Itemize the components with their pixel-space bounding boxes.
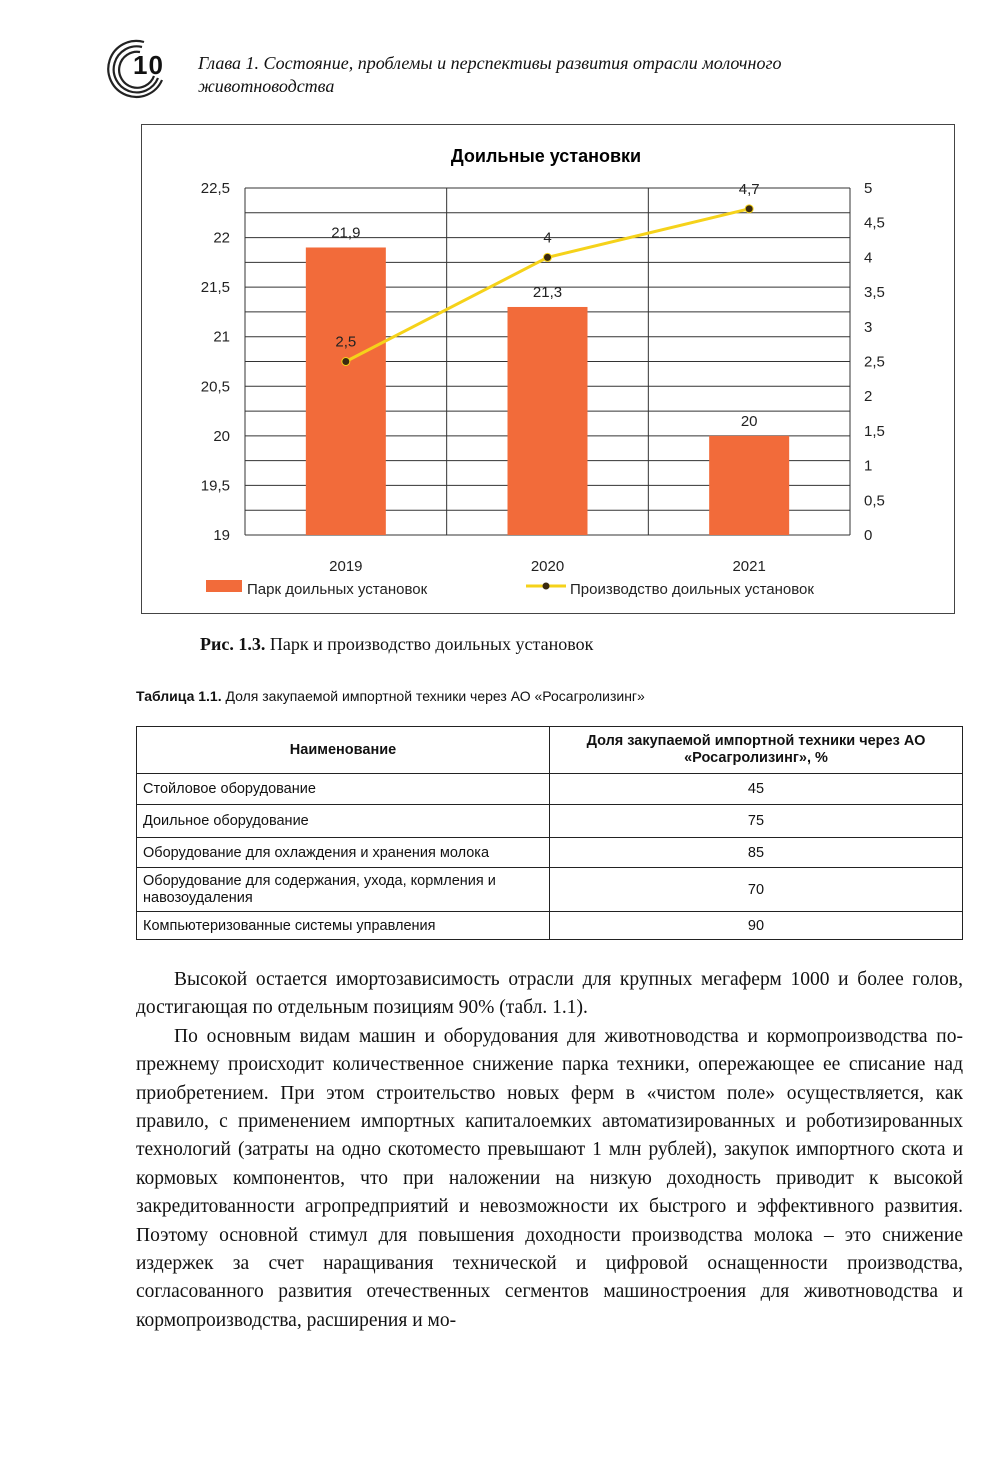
line-data-label: 4,7 (738, 180, 760, 198)
import-share-table (136, 726, 963, 940)
y-left-tick-label: 22 (213, 229, 230, 247)
combo-chart (141, 124, 955, 614)
y-left-tick-label: 20,5 (200, 378, 230, 396)
table-caption-text: Доля закупаемой импортной техники через АО «Росагролизинг» (221, 688, 645, 704)
bar (709, 436, 789, 535)
line-point (342, 358, 350, 366)
y-right-tick-label: 0 (864, 527, 873, 544)
figure-caption-text: Парк и производство доильных установок (265, 634, 594, 654)
table-header-row (137, 727, 963, 774)
y-left-tick-label: 19,5 (200, 477, 230, 495)
y-right-tick-label: 4 (864, 249, 873, 267)
y-left-tick-label: 22,5 (200, 180, 230, 197)
line-data-label: 4 (543, 229, 552, 247)
table-row (137, 912, 963, 940)
bar-data-label: 21,3 (532, 283, 563, 301)
y-left-tick-label: 19 (213, 527, 230, 544)
y-right-tick-label: 1 (864, 457, 873, 475)
line-point (745, 205, 753, 213)
running-title: Глава 1. Состояние, проблемы и перспективы развития отрасли молочного животноводства (198, 53, 782, 96)
table-row (137, 868, 963, 912)
bar-data-label: 21,9 (331, 224, 361, 242)
x-tick-label: 2020 (530, 558, 565, 575)
y-right-tick-label: 3,5 (864, 284, 885, 302)
table-row (137, 805, 963, 838)
row-value: 70 (550, 868, 963, 912)
row-name: Компьютеризованные системы управления (137, 912, 550, 940)
y-right-tick-label: 3 (864, 318, 873, 336)
row-name: Доильное оборудование (137, 805, 550, 838)
row-value: 90 (550, 912, 963, 940)
y-right-tick-label: 2 (864, 388, 873, 406)
bar (508, 307, 588, 535)
paragraph: Высокой остается имортозависимость отрасли для крупных мегаферм 1000 и более голов, достигающая по отдельным позициям 90% (табл. 1.1). (136, 969, 963, 1019)
row-value: 45 (550, 774, 963, 805)
legend-line-marker (543, 583, 550, 590)
line-point (544, 253, 552, 261)
line-data-label: 2,5 (335, 333, 357, 351)
y-right-tick-label: 4,5 (864, 214, 885, 232)
y-right-tick-label: 5 (864, 180, 873, 197)
figure-caption-label: Рис. 1.3. (200, 634, 266, 654)
legend-bar-swatch (206, 580, 242, 592)
y-left-tick-label: 21,5 (200, 279, 230, 297)
y-left-tick-label: 20 (213, 427, 230, 445)
table-caption (136, 688, 645, 704)
table-row (137, 774, 963, 805)
row-name: Стойловое оборудование (137, 774, 550, 805)
table-row (137, 838, 963, 868)
row-name: Оборудование для содержания, ухода, кормления и навозоудаления (137, 868, 550, 912)
bar-data-label: 20 (740, 412, 758, 430)
row-value: 75 (550, 805, 963, 838)
y-right-tick-label: 2,5 (864, 353, 885, 371)
header-share: Доля закупаемой импортной техники через АО «Росагролизинг», % (550, 727, 963, 774)
bar (306, 247, 386, 535)
chart-title: Доильные установки (450, 146, 642, 166)
legend-line-label: Производство доильных установок (570, 581, 814, 598)
x-tick-label: 2021 (732, 558, 766, 575)
legend-bar-label: Парк доильных установок (247, 581, 428, 598)
figure-caption (200, 634, 593, 655)
x-tick-label: 2019 (329, 558, 363, 575)
page-number: 10 (133, 50, 164, 80)
paragraph: По основным видам машин и оборудования для животноводства и кормопроизводства по-прежнему происходит количественное снижение парка техники, опережающее ее списание над приобретением. При этом строительство новых ферм в «чистом поле» осуществляется, как правило, с применением импортных капиталоемких автоматизированных и роботизированных технологий (затраты на одно скотоместо превышают 1 млн рублей), закупок импортного скота и кормовых компонентов, что при наложении на низкую доходность приводит к высокой закредитованности агропредприятий и невозможности их быстрого и эффективного развития. Поэтому основной стимул для повышения доходности производства молока – это снижение издержек за счет наращивания технической и цифровой оснащенности производства, согласованного развития отечественных сегментов машиностроения для животноводства и кормопроизводства, расширения и мо- (136, 1025, 963, 1331)
header-name: Наименование (137, 727, 550, 774)
y-right-tick-label: 1,5 (864, 422, 885, 440)
y-right-tick-label: 0,5 (864, 492, 885, 510)
table-caption-label: Таблица 1.1. (136, 688, 222, 704)
row-value: 85 (550, 838, 963, 868)
y-left-tick-label: 21 (213, 328, 230, 346)
body-text (136, 966, 963, 1335)
row-name: Оборудование для охлаждения и хранения молока (137, 838, 550, 868)
